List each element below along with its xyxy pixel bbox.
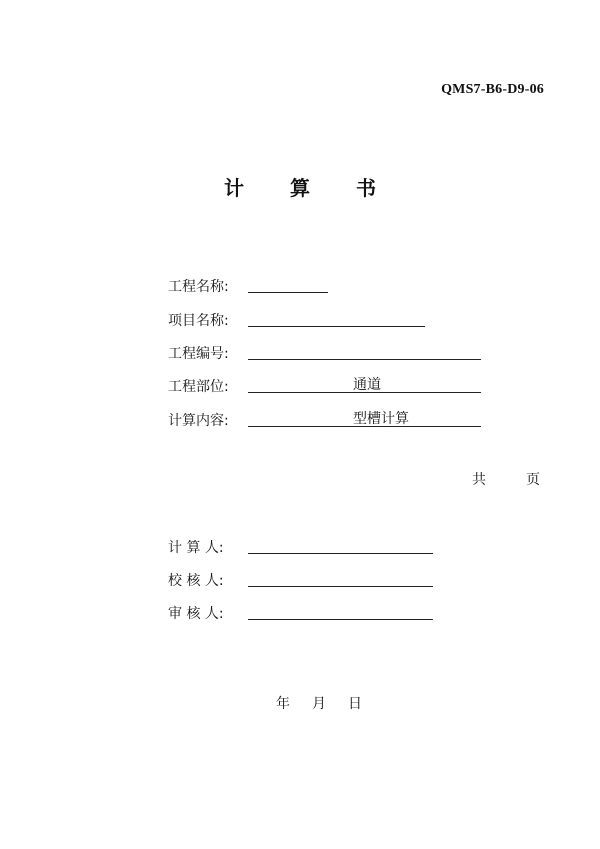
- calc-content-label: 计算内容:: [168, 413, 229, 429]
- reviewer-line[interactable]: [248, 619, 433, 620]
- checker-line[interactable]: [248, 586, 433, 587]
- project-number-line[interactable]: [248, 359, 481, 360]
- project-name-line[interactable]: [248, 292, 328, 293]
- page-unit-label: 页: [526, 472, 540, 488]
- project-name-label: 工程名称:: [168, 279, 229, 295]
- reviewer-label: 审 核 人:: [168, 606, 224, 622]
- title-char-3: 书: [356, 176, 376, 200]
- date-year: 年: [276, 696, 290, 712]
- document-code: QMS7-B6-D9-06: [441, 82, 544, 97]
- project-part-value: 通道: [353, 377, 381, 393]
- title-char-2: 算: [290, 176, 310, 200]
- page-total-label: 共: [472, 472, 486, 488]
- page-count: [472, 469, 540, 489]
- calculator-line[interactable]: [248, 553, 433, 554]
- date-month: 月: [312, 696, 326, 712]
- date-line: [276, 693, 362, 713]
- title-char-1: 计: [224, 176, 244, 200]
- date-day: 日: [348, 696, 362, 712]
- project-number-label: 工程编号:: [168, 346, 229, 362]
- checker-label: 校 核 人:: [168, 573, 224, 589]
- item-name-label: 项目名称:: [168, 313, 229, 329]
- page-title: [0, 172, 600, 201]
- item-name-line[interactable]: [248, 326, 425, 327]
- calculator-label: 计 算 人:: [168, 540, 224, 556]
- calc-content-value: 型槽计算: [353, 411, 409, 427]
- project-part-label: 工程部位:: [168, 379, 229, 395]
